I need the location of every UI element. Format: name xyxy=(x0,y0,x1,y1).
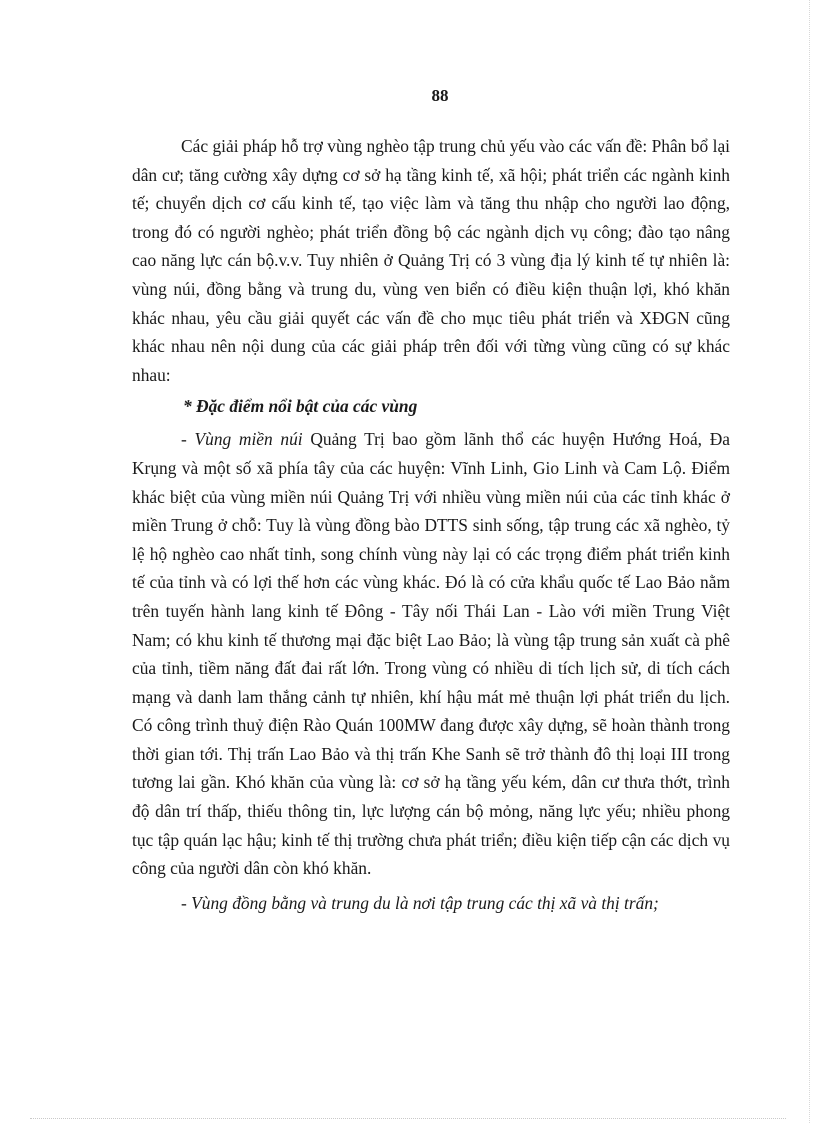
list-dash: - xyxy=(181,429,195,450)
paragraph-mountain-region xyxy=(132,425,730,883)
paragraph-plains-midlands xyxy=(132,889,730,918)
page-bottom-border xyxy=(30,1118,786,1119)
mountain-region-text: Quảng Trị bao gồm lãnh thổ các huyện Hướng Hoá, Đa Krụng và một số xã phía tây của các huyện: Vĩnh Linh, Gio Linh và Cam Lộ. Điểm khác biệt của vùng miền núi Quảng Trị với nhiều vùng miền núi của các tỉnh khác ở miền Trung ở chỗ: Tuy là vùng đồng bào DTTS sinh sống, tập trung các xã nghèo, tỷ lệ hộ nghèo cao nhất tỉnh, song chính vùng này lại có các trọng điểm phát triển kinh tế của tỉnh và có lợi thế hơn các vùng khác. Đó là có cửa khẩu quốc tế Lao Bảo nằm trên tuyến hành lang kinh tế Đông - Tây nối Thái Lan - Lào với miền Trung Việt Nam; có khu kinh tế thương mại đặc biệt Lao Bảo; là vùng tập trung sản xuất cà phê của tỉnh, tiềm năng đất đai rất lớn. Trong vùng có nhiều di tích lịch sử, di tích cách mạng và danh lam thắng cảnh tự nhiên, khí hậu mát mẻ thuận lợi phát triển du lịch. Có công trình thuỷ điện Rào Quán 100MW đang được xây dựng, sẽ hoàn thành trong thời gian tới. Thị trấn Lao Bảo và thị trấn Khe Sanh sẽ trở thành đô thị loại III trong tương lai gần. Khó khăn của vùng là: cơ sở hạ tầng yếu kém, dân cư thưa thớt, trình độ dân trí thấp, thiếu thông tin, lực lượng cán bộ mỏng, năng lực yếu; nhiều phong tục tập quán lạc hậu; kinh tế thị trường chưa phát triển; điều kiện tiếp cận các dịch vụ công của người dân còn khó khăn. xyxy=(132,429,731,879)
page-right-border xyxy=(809,0,810,1123)
document-body xyxy=(132,132,730,917)
paragraph-solutions-overview: Các giải pháp hỗ trợ vùng nghèo tập trung chủ yếu vào các vấn đề: Phân bổ lại dân cư; tăng cường xây dựng cơ sở hạ tầng kinh tế, xã hội; phát triển các ngành kinh tế; chuyển dịch cơ cấu kinh tế, tạo việc làm và tăng thu nhập cho người lao động, trong đó có người nghèo; phát triển đồng bộ các ngành dịch vụ công; đào tạo nâng cao năng lực cán bộ.v.v. Tuy nhiên ở Quảng Trị có 3 vùng địa lý kinh tế tự nhiên là: vùng núi, đồng bằng và trung du, vùng ven biển có điều kiện thuận lợi, khó khăn khác nhau, yêu cầu giải quyết các vấn đề cho mục tiêu phát triển và XĐGN cũng khác nhau nên nội dung của các giải pháp trên đối với từng vùng cũng có sự khác nhau: xyxy=(132,136,730,385)
mountain-region-term: Vùng miền núi xyxy=(194,429,303,450)
section-heading: * Đặc điểm nổi bật của các vùng xyxy=(183,396,418,417)
page-number: 88 xyxy=(431,86,449,105)
plains-midlands-text: Vùng đồng bằng và trung du là nơi tập trung các thị xã và thị trấn; xyxy=(191,892,659,913)
list-dash: - xyxy=(181,892,192,913)
